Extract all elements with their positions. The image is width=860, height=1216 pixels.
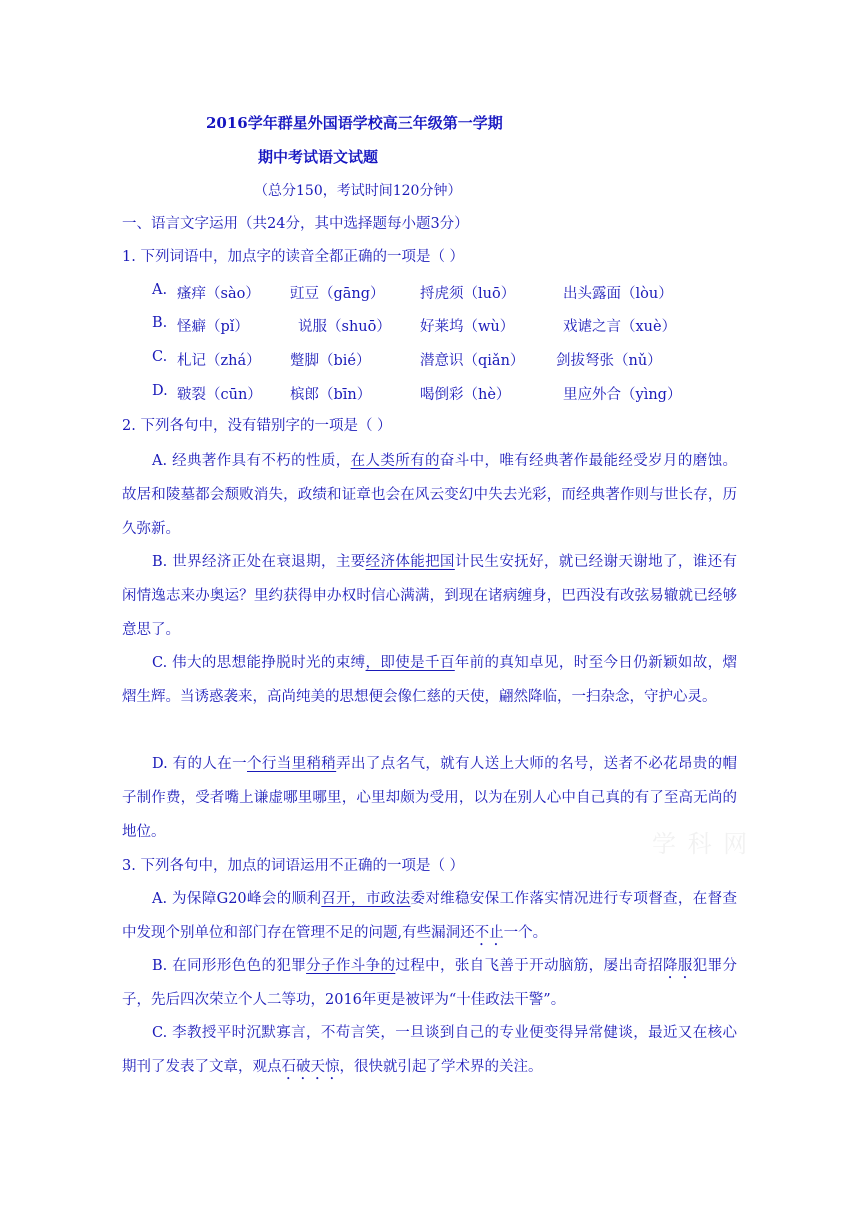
option-text: 过程中，张自飞善于开动脑筋，屡出奇招 [395,958,664,974]
option-item: 潜意识（qiǎn） [420,353,525,369]
option-item: 瘙痒（sào） [177,286,260,302]
option-text: A. 为保障G20峰会的顺利 [152,891,322,907]
option-item: 札记（zhá） [177,353,261,369]
option-item: 说服（shuō） [298,319,391,335]
option-item: 捋虎须（luō） [420,286,516,302]
q2-option-d [122,747,737,849]
option-text: A. 经典著作具有不朽的性质， [152,453,351,469]
exam-title: 2016学年群星外国语学校高三年级第一学期 [206,114,503,132]
q3-option-b [122,949,737,1017]
underlined-text: ，即使是千百 [365,655,455,671]
dotted-text: 降服 [663,958,693,974]
underlined-text: 在人类所有的 [350,453,440,469]
option-text: 年前的真知卓见，时至今日仍新颖如故，熠熠生辉。当诱惑袭来，高尚纯美的思想便会像仁慈的天使，翩然降临，一扫杂念，守护心灵。 [122,655,738,705]
option-text: 计民生安抚好，就已经谢天谢地了，谁还有闲情逸志来办奥运？里约获得申办权时信心满满，到现在诸病缠身，巴西没有改弦易辙就已经够意思了。 [122,554,738,638]
option-item: 槟郎（bīn） [290,387,372,403]
watermark: 学 科 网 [652,830,750,858]
option-item: 蹩脚（bié） [290,353,371,369]
option-text: D. 有的人在一 [152,756,247,772]
q1-stem: 1. 下列词语中，加点字的读音全都正确的一项是（ ） [122,249,465,265]
option-text: 一个。 [503,925,548,941]
dotted-text: 石破天惊 [281,1059,340,1075]
option-item: 好莱坞（wù） [420,319,515,335]
option-text: C. 伟大的思想能挣脱时光的束缚 [152,655,366,671]
q3-stem: 3. 下列各句中，加点的词语运用不正确的一项是（ ） [122,858,465,874]
q3-option-c [122,1016,737,1084]
option-item: 喝倒彩（hè） [420,387,511,403]
option-text: 弄出了点名气，就有人送上大师的名号，送者不必花昂贵的帽子制作费，受者嘴上谦虚哪里哪里，心里却颇为受用，以为在别人心中自己真的有了至高无尚的地位。 [122,756,738,840]
option-item: 出头露面（lòu） [563,286,673,302]
option-text: B. 在同形形色色的犯罪 [152,958,307,974]
dotted-text: 不止 [474,925,504,941]
option-text: B. 世界经济正处在衰退期，主要 [152,554,366,570]
option-label: C. [152,349,168,365]
option-item: 怪癖（pǐ） [177,319,249,335]
underlined-text: 个行当里稍稍 [247,756,337,772]
exam-info: （总分150，考试时间120分钟） [254,183,462,199]
option-item: 戏谑之言（xuè） [563,319,677,335]
exam-subtitle: 期中考试语文试题 [258,148,379,166]
q2-option-b [122,545,737,647]
option-text: 奋斗中，唯有经典著作最能经受岁月的磨蚀。故居和陵墓都会颓败消失，政绩和证章也会在风云变幻中失去光彩，而经典著作则与世长存，历久弥新。 [122,453,738,537]
q3-option-a [122,882,737,950]
option-text: 委对维稳安保工作落实情况进行专项督查，在督查中发现个别单位和部门存在管理不足的问题,有些漏洞还 [122,891,737,941]
option-item: 剑拔弩张（nǔ） [556,353,662,369]
option-text: 犯罪分子，先后四次荣立个人二等功，2016年更是被评为“十佳政法干警”。 [122,958,738,1008]
q2-stem: 2. 下列各句中，没有错别字的一项是（ ） [122,418,392,434]
option-item: 里应外合（yìng） [563,387,682,403]
option-label: B. [152,315,168,331]
underlined-text: 分子作斗争的 [306,958,396,974]
option-text: ，很快就引起了学术界的关注。 [339,1059,543,1075]
option-label: D. [152,383,168,399]
option-item: 皲裂（cūn） [177,387,262,403]
section-heading: 一、语言文字运用（共24分，其中选择题每小题3分） [122,216,469,232]
underlined-text: 召开，市政法 [321,891,411,907]
q2-option-c [122,646,737,714]
option-text: C. 李教授平时沉默寡言，不苟言笑，一旦谈到自己的专业便变得异常健谈，最近又在核心期刊了发表了文章，观点 [122,1025,737,1075]
option-label: A. [152,282,168,298]
option-item: 豇豆（gāng） [290,286,385,302]
q2-option-a [122,444,737,546]
underlined-text: 经济体能把国 [365,554,455,570]
